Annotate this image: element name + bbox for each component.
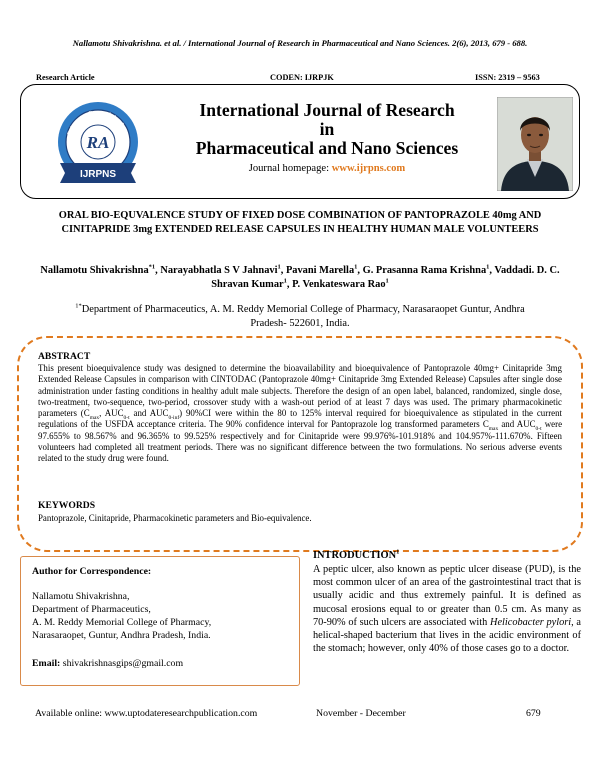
footer-period: November - December — [316, 708, 406, 719]
organism-name: Helicobacter pylori — [490, 616, 572, 628]
introduction-text: A peptic ulcer, also known as peptic ulcer disease (PUD), is the most common ulcer of an area of the gastrointestinal tract that is usually acidic and thus extremely painful. It is defined as mucosal erosions equal to or greater than 0.5 cm. As many as 70-90% of such ulcers are associated with Helicobacter pylori, a helical-shaped bacterium that lives in the acidic environment of the stomach; however, only 40% of those cases go to a doctor. — [313, 564, 581, 655]
journal-logo — [35, 95, 161, 191]
address-line: Narasaraopet, Guntur, Andhra Pradesh, India. — [32, 630, 211, 641]
homepage-link[interactable]: www.ijrpns.com — [331, 163, 406, 174]
abstract-heading: ABSTRACT — [38, 351, 91, 362]
journal-title-line-1: International Journal of Research — [199, 100, 455, 120]
page-number: 679 — [526, 708, 541, 719]
journal-title-line-3: Pharmaceutical and Nano Sciences — [195, 138, 459, 158]
article-type: Research Article — [36, 73, 95, 82]
correspondence-address — [32, 590, 282, 642]
author-name: Nallamotu Shivakrishna — [40, 265, 149, 276]
author-name: G. Prasanna Rama Krishna — [362, 265, 487, 276]
affiliation-mark: 1* — [75, 302, 82, 310]
email-label: Email: — [32, 658, 61, 669]
author-name: Pavani Marella — [285, 265, 355, 276]
author-photo — [497, 97, 573, 191]
logo-ring-text: Rejuvenate Research Academy — [66, 109, 130, 137]
introduction-heading: INTRODUCTION$^1$ — [313, 548, 400, 561]
footer-availability: Available online: www.uptodateresearchpublication.com — [35, 708, 258, 719]
homepage-label: Journal homepage: — [248, 163, 332, 174]
logo-badge-text: IJRPNS — [79, 169, 117, 180]
issn: ISSN: 2319 – 9563 — [475, 73, 540, 82]
journal-title — [161, 101, 493, 158]
address-line: Nallamotu Shivakrishna, — [32, 591, 130, 602]
journal-masthead — [20, 84, 580, 199]
address-line: A. M. Reddy Memorial College of Pharmacy, — [32, 617, 212, 628]
affiliation — [60, 303, 540, 330]
author-list: Nallamotu Shivakrishna$^{*1}$, Narayabhatla S V Jahnavi$^1$, Pavani Marella$^1$, G. Prasanna Rama Krishna$^1$, Vaddadi. D. C. Shravan Kumar$^1$, P. Venkateswara Rao$^1$ — [40, 263, 560, 290]
abstract-text: This present bioequivalence study was designed to determine the bioavailability and bioequivalence of Pantoprazole 40mg+ Cinitapride 3mg Extended Release Capsules in comparison with CINTODAC (Pantoprazole 40mg+ Cinitapride 3mg Extended Release) Capsules after single dose administration under fasting conditions in healthy adult male subjects. Therefore the design of an open label, balanced, randomized, single dose, two-treatment, two-sequence, two-period, crossover study with a wash-out period of at least 7 days was used. The primary pharmacokinetic parameters ($C_{max}$, $AUC_{0-t}$ and $AUC_{0-inf}$) 90%CI were within the 80 to 125% interval required for bioequivalence as stipulated in the current regulations of the USFDA acceptance criteria. The 90% confidence interval for Pantoprazole log transformed parameters $C_{max}$ and $AUC_{0-t}$ were 97.655% to 98.567% and 96.365% to 99.525% respectively and for Cinitapride were 99.976%-101.918% and 104.957%-111.670%. Fifteen volunteers had completed all treatment periods. There was no significant difference between the two formulations. No serious adverse events related to the study drug were found. — [38, 363, 563, 464]
author-name: Narayabhatla S V Jahnavi — [160, 265, 278, 276]
keywords-text: Pantoprazole, Cinitapride, Pharmacokinetic parameters and Bio-equivalence. — [38, 513, 312, 523]
affiliation-text: Department of Pharmaceutics, A. M. Reddy Memorial College of Pharmacy, Narasaraopet Guntur, Andhra Pradesh- 522601, India. — [81, 304, 525, 329]
email-address[interactable]: shivakrishnasgips@gmail.com — [62, 658, 184, 669]
correspondence-heading: Author for Correspondence: — [32, 566, 152, 577]
author-name: P. Venkateswara Rao — [292, 278, 386, 290]
address-line: Department of Pharmaceutics, — [32, 604, 151, 615]
journal-title-line-2: in — [319, 119, 335, 139]
correspondence-email — [32, 658, 183, 669]
keywords-heading: KEYWORDS — [38, 500, 96, 511]
logo-monogram: RA — [86, 133, 110, 152]
coden: CODEN: IJRPJK — [270, 73, 334, 82]
running-head: Nallamotu Shivakrishna. et al. / International Journal of Research in Pharmaceutical and Nano Sciences. 2(6), 2013, 679 - 688. — [72, 38, 528, 48]
author-name: Vaddadi. D. C. Shravan Kumar — [211, 265, 560, 290]
article-title: ORAL BIO-EQUVALENCE STUDY OF FIXED DOSE COMBINATION OF PANTOPRAZOLE 40mg AND CINITAPRIDE 3mg EXTENDED RELEASE CAPSULES IN HEALTHY HUMAN MALE VOLUNTEERS — [58, 210, 542, 235]
journal-homepage — [161, 163, 493, 174]
